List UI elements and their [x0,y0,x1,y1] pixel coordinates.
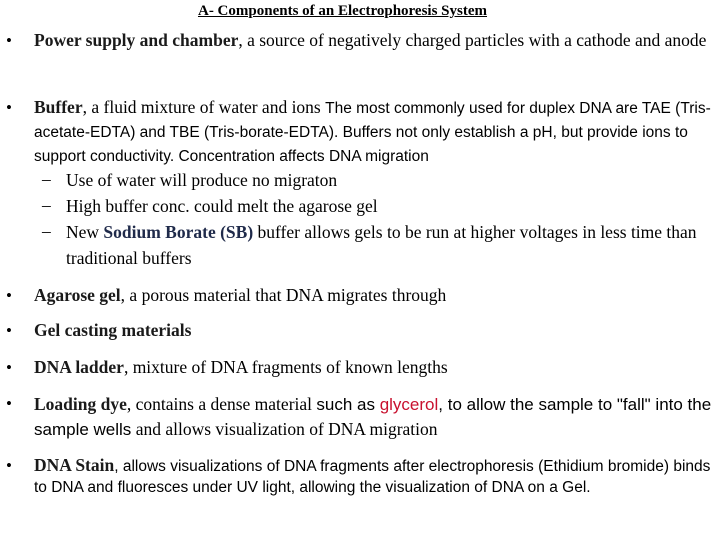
term-dna-ladder: DNA ladder [34,357,124,377]
item-text-sans: The most commonly used for duplex DNA are TAE (Tris-acetate-EDTA) and TBE (Tris-borate-EDTA). Buffers not only establish a pH, but provide ions to support conductivity. Concentration affects DNA migration [34,100,711,165]
item-text: , a source of negatively charged particles with a cathode and anode [238,30,707,50]
sub-item-high-conc: High buffer conc. could melt the agarose gel [66,196,378,216]
bullet-marker: • [6,31,12,50]
term-buffer: Buffer [34,97,83,117]
item-text: and allows visualization of DNA migration [131,419,438,439]
term-power-supply: Power supply and chamber [34,30,239,50]
bullet-marker: • [6,456,12,475]
item-text: buffer allows gels to be run at higher voltages in less time than traditional buffers [66,222,697,268]
bullet-marker: • [6,358,12,377]
term-agarose-gel: Agarose gel [34,285,121,305]
list-item-gel-casting [34,319,718,341]
list-item-loading-dye [34,392,718,442]
item-text: , a fluid mixture of water and ions [82,97,326,117]
item-text-sans: such as [316,395,380,414]
dash-marker: – [42,195,51,215]
list-item-dna-ladder [34,356,718,378]
list-item-agarose-gel [34,284,718,306]
sub-item-water: Use of water will produce no migraton [66,170,338,190]
highlight-glycerol: glycerol [379,395,439,414]
item-text: , mixture of DNA fragments of known lengths [123,357,448,377]
item-text: , allows visualizations of DNA fragments after electrophoresis (Ethidium bromide) binds to DNA and fluoresces under UV light, allowing the visualization of DNA on a Gel. [34,458,711,496]
term-dna-stain: DNA Stain [34,455,115,475]
item-text: New [66,222,104,242]
bullet-marker: • [6,321,12,340]
item-text-sans: , to allow the sample to "fall" into the sample wells [34,395,712,439]
dash-marker: – [42,169,51,189]
bullet-marker: • [6,98,12,117]
item-text: , contains a dense material [126,394,317,414]
sub-item-sodium-borate [66,219,718,271]
page-title: A- Components of an Electrophoresis System [197,3,488,19]
term-gel-casting: Gel casting materials [34,320,192,340]
bullet-marker: • [6,394,12,413]
list-item-dna-stain [34,455,718,498]
term-loading-dye: Loading dye [34,394,127,414]
dash-marker: – [42,221,51,241]
list-item-power-supply [34,29,718,51]
list-item-buffer [34,96,718,168]
bullet-marker: • [6,286,12,305]
item-text: , a porous material that DNA migrates through [120,285,447,305]
term-sodium-borate: Sodium Borate (SB) [103,222,254,242]
